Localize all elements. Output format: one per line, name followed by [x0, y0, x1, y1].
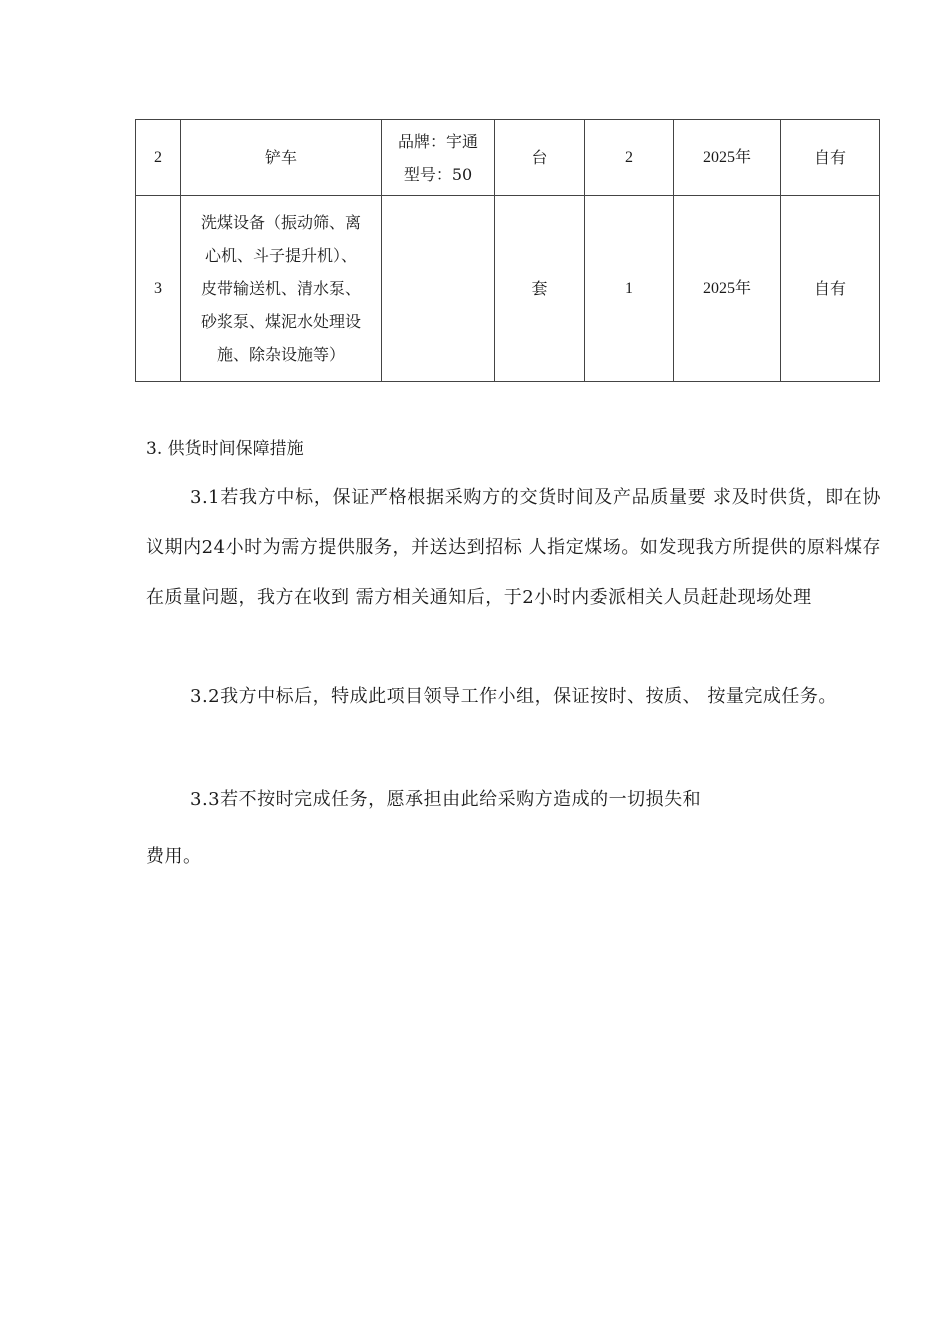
paragraph-3-1: [146, 473, 881, 623]
equipment-unit: 套: [495, 196, 585, 382]
equipment-name-line: 砂浆泵、煤泥水处理设: [200, 312, 361, 331]
equipment-spec: [382, 196, 495, 382]
equipment-ownership: 自有: [781, 120, 880, 196]
paragraph-line: 3.2我方中标后，特成此项目领导工作小组，保证按时、按质、 按量完成任: [190, 686, 800, 707]
equipment-quantity: 2: [585, 120, 674, 196]
equipment-name-line: 洗煤设备（振动筛、离: [200, 213, 361, 232]
equipment-year: 2025年: [674, 120, 781, 196]
paragraph-line: 务。: [799, 686, 837, 707]
equipment-year: 2025年: [674, 196, 781, 382]
equipment-spec: [382, 120, 495, 196]
table-row: [136, 120, 880, 196]
section-heading: 3. 供货时间保障措施: [146, 439, 304, 459]
paragraph-line: 货，即在协议期内24小时为需方提供服务，并送达到招标 人指定煤场。如发现我: [146, 487, 881, 558]
paragraph-line: 方所提供的原料煤存在质量问题，我方在收到 需方相关通知后，于2小时内委派: [146, 537, 882, 608]
table-row: [136, 196, 880, 382]
spec-model: 型号：50: [403, 164, 473, 184]
equipment-table: [135, 119, 880, 382]
equipment-name-line: 皮带输送机、清水泵、: [200, 279, 361, 298]
equipment-name-line: 心机、斗子提升机）、: [204, 246, 357, 265]
equipment-name: 铲车: [181, 120, 382, 196]
equipment-name: [181, 196, 382, 382]
equipment-quantity: 1: [585, 196, 674, 382]
paragraph-3-2: [146, 672, 881, 722]
paragraph-3-3: 3.3若不按时完成任务，愿承担由此给采购方造成的一切损失和: [190, 789, 702, 810]
paragraph-3-3-tail: 费用。: [146, 846, 202, 867]
row-number: 2: [136, 120, 181, 196]
equipment-unit: 台: [495, 120, 585, 196]
spec-brand: 品牌：宇通: [397, 131, 478, 151]
equipment-name-line: 施、除杂设施等）: [216, 345, 345, 364]
row-number: 3: [136, 196, 181, 382]
paragraph-line: 相关人员赶赴现场处理: [626, 587, 812, 608]
paragraph-line: 3.1若我方中标，保证严格根据采购方的交货时间及产品质量要 求及时供: [190, 487, 788, 508]
equipment-ownership: 自有: [781, 196, 880, 382]
